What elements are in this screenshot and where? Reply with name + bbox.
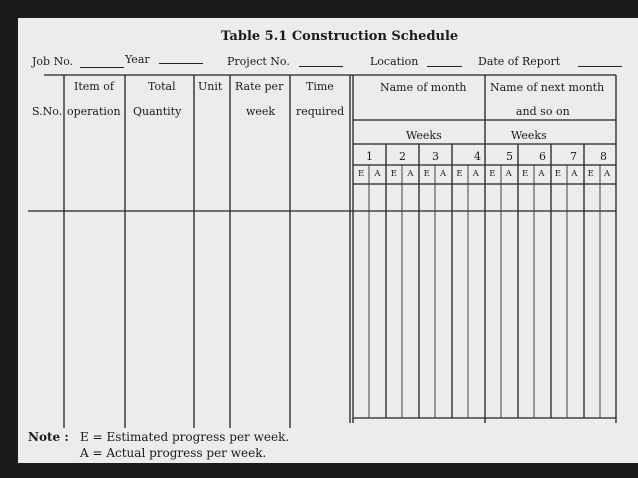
note-label: Note : bbox=[28, 430, 69, 444]
location-label: Location bbox=[370, 55, 419, 68]
rate-per-header: Rate per bbox=[235, 80, 284, 93]
name-of-next-month-header: Name of next month bbox=[490, 81, 605, 94]
quantity-header: Quantity bbox=[133, 105, 182, 118]
required-header: required bbox=[296, 105, 345, 118]
date-of-report-blank bbox=[578, 66, 622, 67]
week-number: 3 bbox=[432, 150, 439, 163]
week-number: 7 bbox=[570, 150, 577, 163]
year-blank bbox=[159, 63, 203, 64]
week-number: 2 bbox=[399, 150, 406, 163]
item-of-header: Item of bbox=[74, 80, 114, 93]
week-number: 4 bbox=[474, 150, 481, 163]
actual-subheader: A bbox=[407, 169, 414, 179]
weeks-header-next-month: Weeks bbox=[511, 129, 547, 142]
time-header: Time bbox=[306, 80, 334, 93]
actual-subheader: A bbox=[374, 169, 381, 179]
estimated-subheader: E bbox=[423, 169, 430, 179]
weeks-header-month: Weeks bbox=[406, 129, 442, 142]
project-no-label: Project No. bbox=[227, 55, 290, 68]
estimated-subheader: E bbox=[390, 169, 398, 179]
project-no-blank bbox=[299, 66, 343, 67]
actual-subheader: A bbox=[505, 169, 512, 179]
and-so-on-header: and so on bbox=[516, 105, 570, 118]
total-header: Total bbox=[148, 80, 176, 93]
actual-subheader: A bbox=[538, 169, 545, 179]
week-number: 8 bbox=[600, 150, 607, 163]
note-actual: A = Actual progress per week. bbox=[80, 446, 267, 460]
week-number: 5 bbox=[506, 150, 513, 163]
sno-header: S.No. bbox=[32, 105, 63, 118]
estimated-subheader: E bbox=[587, 169, 594, 179]
estimated-subheader: E bbox=[554, 169, 562, 179]
week-header: week bbox=[246, 105, 276, 118]
actual-subheader: A bbox=[571, 169, 578, 179]
job-no-label: Job No. bbox=[32, 55, 74, 68]
location-blank bbox=[427, 66, 462, 67]
date-of-report-label: Date of Report bbox=[478, 55, 561, 68]
estimated-subheader: E bbox=[456, 169, 463, 179]
week-number: 1 bbox=[366, 150, 373, 163]
estimated-subheader: E bbox=[522, 169, 529, 179]
actual-subheader: A bbox=[604, 169, 611, 179]
year-label: Year bbox=[125, 53, 150, 66]
unit-header: Unit bbox=[198, 80, 223, 93]
operation-header: operation bbox=[67, 105, 121, 118]
note-estimated: E = Estimated progress per week. bbox=[80, 430, 290, 444]
estimated-subheader: E bbox=[358, 169, 365, 179]
document-page bbox=[18, 18, 638, 463]
name-of-month-header: Name of month bbox=[380, 81, 467, 94]
actual-subheader: A bbox=[440, 169, 447, 179]
estimated-subheader: E bbox=[489, 169, 496, 179]
week-number: 6 bbox=[539, 150, 546, 163]
table-title: Table 5.1 Construction Schedule bbox=[221, 29, 459, 44]
actual-subheader: A bbox=[472, 169, 479, 179]
job-no-blank bbox=[80, 67, 124, 68]
